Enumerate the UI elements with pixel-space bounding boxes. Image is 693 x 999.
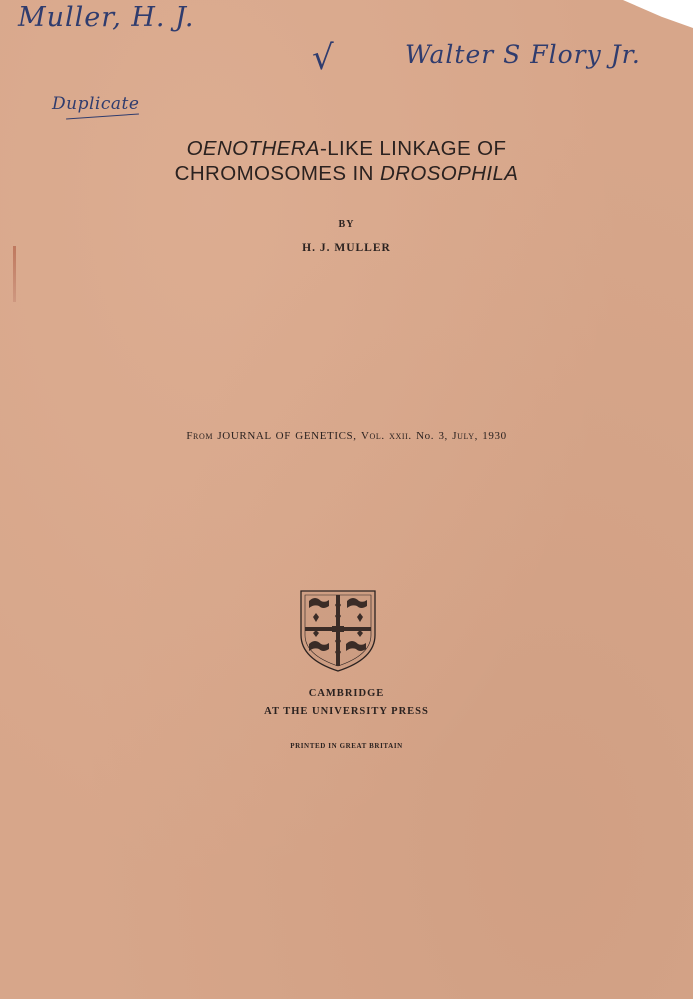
title-line-2 <box>0 161 693 186</box>
journal-from: From <box>186 430 214 442</box>
journal-volume: xxii. <box>389 430 412 442</box>
publisher-press: AT THE UNIVERSITY PRESS <box>264 706 429 717</box>
publisher-city: CAMBRIDGE <box>308 688 385 699</box>
document-title <box>0 136 693 186</box>
handwritten-owner-signature: Walter S Flory Jr. <box>405 40 641 69</box>
page-corner-curl <box>623 0 693 28</box>
journal-year: 1930 <box>482 430 507 442</box>
journal-citation <box>0 430 693 442</box>
title-genus-drosophila: DROSOPHILA <box>379 162 519 185</box>
byline-author: H. J. MULLER <box>302 242 391 254</box>
title-genus-oenothera: OENOTHERA <box>186 137 321 160</box>
edge-stain <box>13 246 16 302</box>
journal-number: No. 3, <box>416 430 448 442</box>
byline-by: BY <box>338 219 355 230</box>
journal-vol-label: Vol. <box>360 430 385 442</box>
journal-month: July, <box>452 430 478 442</box>
title-line-1-rest: -LIKE LINKAGE OF <box>320 137 507 160</box>
university-crest-icon <box>299 589 377 673</box>
title-line-2-start: CHROMOSOMES IN <box>174 162 380 185</box>
journal-name: JOURNAL OF GENETICS, <box>217 430 357 442</box>
handwritten-author-note: Muller, H. J. <box>18 2 195 33</box>
handwritten-duplicate-note: Duplicate <box>52 94 140 114</box>
printed-in-note: PRINTED IN GREAT BRITAIN <box>290 742 403 750</box>
handwritten-check-mark: √ <box>312 38 334 78</box>
title-line-1 <box>0 136 693 161</box>
